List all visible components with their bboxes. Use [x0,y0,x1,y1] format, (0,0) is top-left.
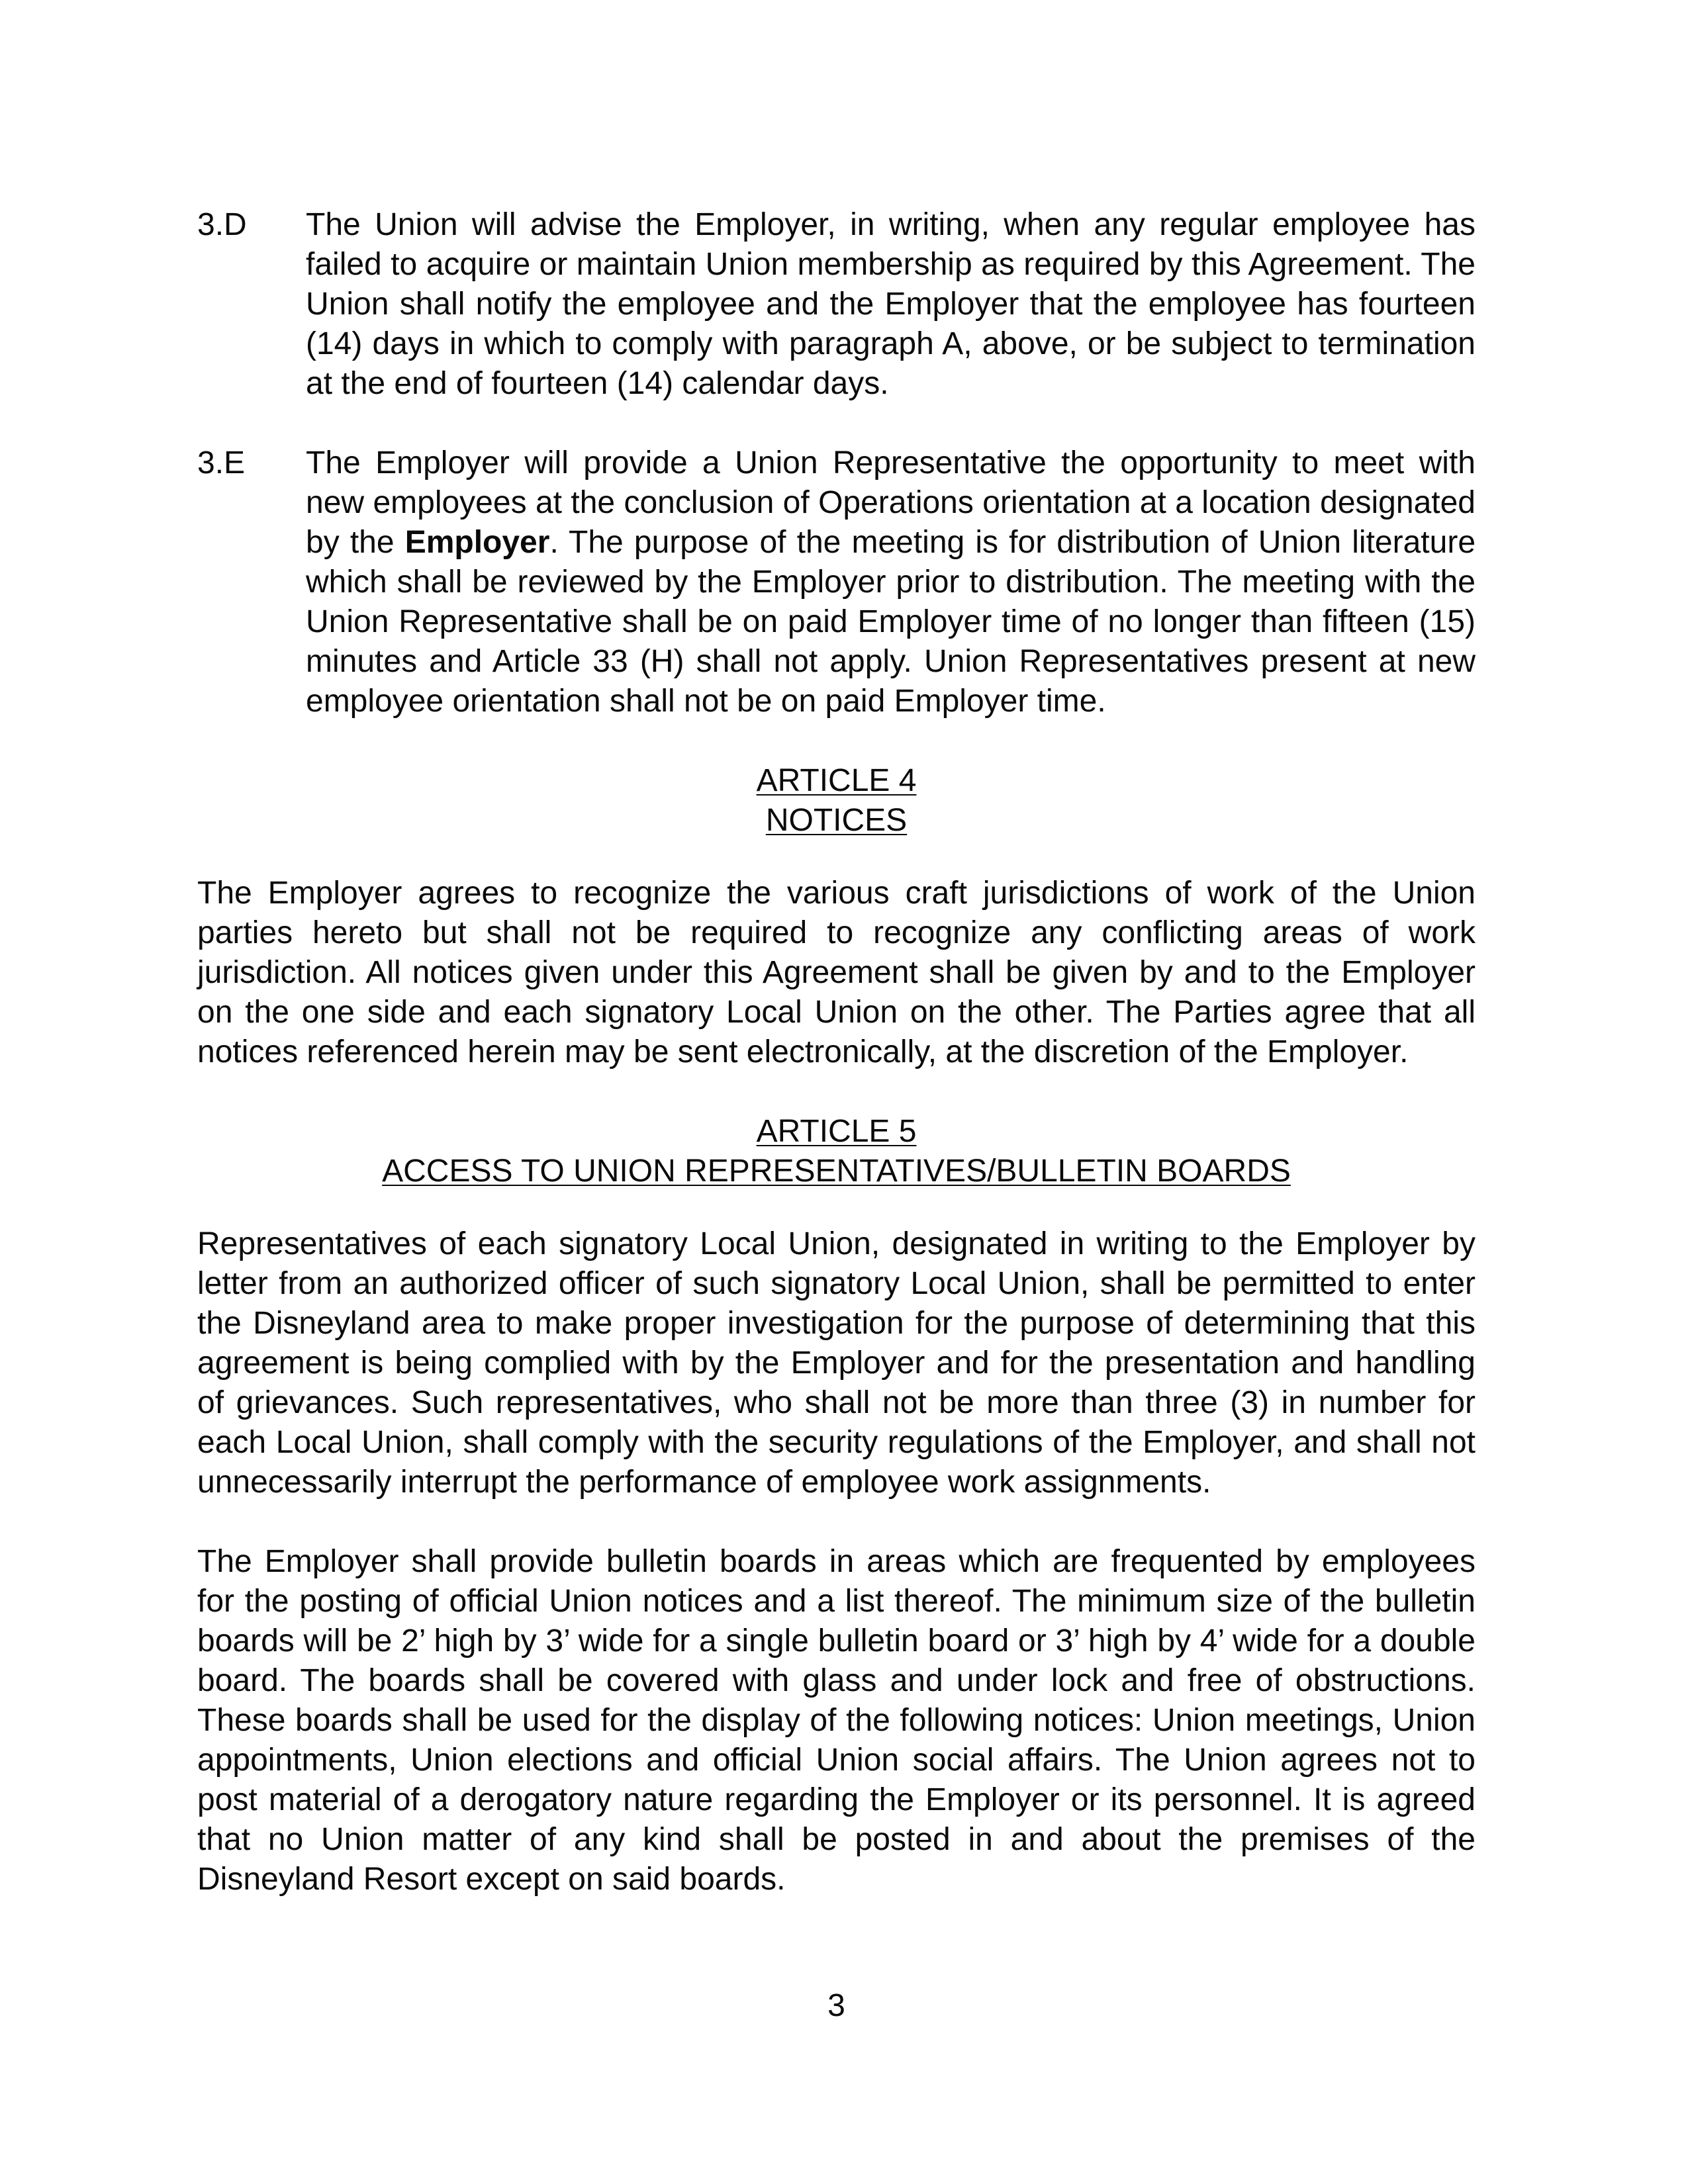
document-body [197,205,1476,1939]
article-number [197,761,1476,801]
article-title [197,1152,1476,1191]
clause-text: The Union will advise the Employer, in writing, when any regular employee has failed to acquire or maintain Union membership as required by this Agreement. The Union shall notify the employee and the Employer that the employee has fourteen (14) days in which to comply with paragraph A, above, or be subject to termination at the end of fourteen (14) calendar days. [306,207,1476,401]
clause-text-part: The Employer will provide a Union Representative the opportunity to meet with new employees at the conclusion of Operations orientation at a location designated by the [306,445,1476,560]
clause-label: 3.D [197,207,247,242]
article-title [197,801,1476,841]
clause-3d [197,205,1476,404]
article-title-text: NOTICES [765,803,908,838]
article-5-paragraph-2: The Employer shall provide bulletin boards in areas which are frequented by employees for the posting of official Union notices and a list thereof. The minimum size of the bulletin boards will be 2’ high by 3’ wide for a single bulletin board or 3’ high by 4’ wide for a double board. The boards shall be covered with glass and under lock and free of obstructions. These boards shall be used for the display of the following notices: Union meetings, Union appointments, Union elections and official Union social affairs. The Union agrees not to post material of a derogatory nature regarding the Employer or its personnel. It is agreed that no Union matter of any kind shall be posted in and about the premises of the Disneyland Resort except on said boards. [197,1544,1476,1897]
clause-label: 3.E [197,445,246,480]
article-number [197,1112,1476,1152]
article-4-heading [197,761,1476,841]
article-5-heading [197,1112,1476,1191]
clause-text-bold: Employer [404,525,550,560]
clause-3e [197,443,1476,721]
article-title-text: ACCESS TO UNION REPRESENTATIVES/BULLETIN BOARDS [382,1154,1291,1189]
article-number-text: ARTICLE 5 [756,1114,917,1149]
article-4-paragraph: The Employer agrees to recognize the various craft jurisdictions of work of the Union parties hereto but shall not be required to recognize any conflicting areas of work jurisdiction. All notices given under this Agreement shall be given by and to the Employer on the one side and each signatory Local Union on the other. The Parties agree that all notices referenced herein may be sent electronically, at the discretion of the Employer. [197,876,1476,1069]
article-5-paragraph-1: Representatives of each signatory Local Union, designated in writing to the Employer by letter from an authorized officer of such signatory Local Union, shall be permitted to enter the Disneyland area to make proper investigation for the purpose of determining that this agreement is being complied with by the Employer and for the presentation and handling of grievances. Such representatives, who shall not be more than three (3) in number for each Local Union, shall comply with the security regulations of the Employer, and shall not unnecessarily interrupt the performance of employee work assignments. [197,1226,1476,1500]
clause-text [306,443,1476,721]
clause-text-part: . The purpose of the meeting is for distribution of Union literature which shall be reviewed by the Employer prior to distribution. The meeting with the Union Representative shall be on paid Employer time of no longer than fifteen (15) minutes and Article 33 (H) shall not apply. Union Representatives present at new employee orientation shall not be on paid Employer time. [306,525,1476,719]
article-number-text: ARTICLE 4 [756,763,917,798]
page-number: 3 [827,1988,845,2023]
